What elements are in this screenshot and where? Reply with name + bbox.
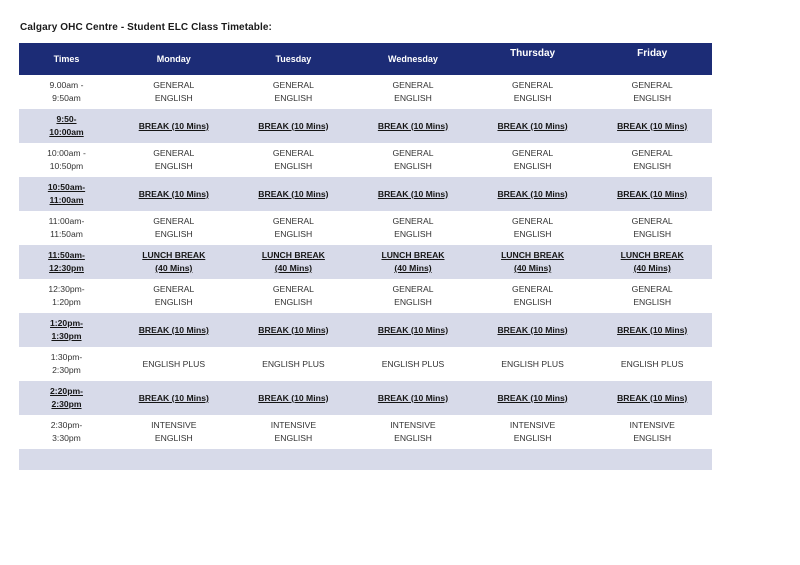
time-line: 10:50pm (49, 161, 84, 171)
session-cell-monday (114, 143, 234, 177)
column-header-monday: Monday (114, 43, 234, 75)
session-text: GENERAL (512, 80, 554, 90)
time-line: 9:50am (52, 93, 81, 103)
session-text: BREAK (10 Mins) (377, 188, 449, 199)
session-text: ENGLISH (154, 161, 193, 171)
time-cell (19, 313, 114, 347)
session-text: INTENSIVE (629, 420, 675, 430)
session-text: ENGLISH (633, 93, 672, 103)
session-text: BREAK (10 Mins) (497, 120, 568, 131)
session-cell-wednesday (353, 75, 473, 109)
session-cell-thursday (473, 415, 593, 449)
session-text: ENGLISH (274, 93, 313, 103)
session-cell-friday (592, 245, 712, 279)
session-text: GENERAL (392, 80, 434, 90)
time-line: 3:30pm (52, 433, 81, 443)
session-cell-friday (592, 279, 712, 313)
session-cell-wednesday (353, 211, 473, 245)
session-text: GENERAL (392, 216, 434, 226)
session-text: (40 Mins) (633, 263, 671, 273)
session-text: ENGLISH (154, 297, 193, 307)
session-text: BREAK (10 Mins) (617, 188, 688, 199)
session-cell-monday (114, 279, 234, 313)
session-text: GENERAL (153, 80, 195, 90)
class-row (19, 279, 712, 313)
session-cell-monday (114, 211, 234, 245)
time-cell (19, 245, 114, 279)
session-text: BREAK (10 Mins) (258, 188, 329, 199)
time-cell (19, 347, 114, 381)
time-line: 2:20pm- (50, 386, 83, 396)
session-text: ENGLISH (154, 433, 193, 443)
time-line: 2:30pm- (50, 420, 83, 430)
session-cell-tuesday (234, 381, 354, 415)
session-text: GENERAL (272, 284, 314, 294)
class-row (19, 211, 712, 245)
session-text: INTENSIVE (509, 420, 556, 430)
session-text: (40 Mins) (274, 263, 313, 273)
session-cell-friday (592, 109, 712, 143)
session-cell-tuesday (234, 109, 354, 143)
session-text: BREAK (10 Mins) (138, 188, 209, 199)
session-text: BREAK (10 Mins) (138, 392, 209, 403)
session-text: LUNCH BREAK (261, 250, 325, 260)
session-text: ENGLISH (633, 433, 672, 443)
session-cell-monday (114, 313, 234, 347)
session-text: ENGLISH (394, 161, 432, 171)
time-line: 10:50am- (47, 182, 86, 192)
session-text: ENGLISH (274, 161, 313, 171)
session-text: ENGLISH (274, 297, 313, 307)
session-cell-wednesday (353, 245, 473, 279)
session-text: BREAK (10 Mins) (138, 324, 209, 335)
class-row (19, 415, 712, 449)
session-text: GENERAL (272, 216, 314, 226)
session-text: ENGLISH PLUS (262, 358, 325, 369)
session-text: BREAK (10 Mins) (258, 120, 329, 131)
session-cell-tuesday (234, 75, 354, 109)
session-cell-tuesday (234, 177, 354, 211)
session-cell-tuesday (234, 313, 354, 347)
time-cell (19, 143, 114, 177)
session-text: BREAK (10 Mins) (497, 188, 568, 199)
session-cell-thursday (473, 245, 593, 279)
session-text: BREAK (10 Mins) (377, 324, 449, 335)
session-cell-monday (114, 347, 234, 381)
session-text: ENGLISH (394, 93, 432, 103)
session-text: ENGLISH (154, 229, 193, 239)
session-cell-wednesday (353, 313, 473, 347)
session-text: BREAK (10 Mins) (497, 324, 568, 335)
session-cell-thursday (473, 313, 593, 347)
break-row (19, 177, 712, 211)
session-text: (40 Mins) (513, 263, 552, 273)
column-header-friday: Friday (592, 43, 712, 75)
session-cell-monday (114, 177, 234, 211)
session-cell-wednesday (353, 143, 473, 177)
time-line: 1:30pm- (50, 352, 83, 362)
session-text: BREAK (10 Mins) (377, 392, 449, 403)
session-text: BREAK (10 Mins) (258, 392, 329, 403)
session-cell-friday (592, 75, 712, 109)
time-cell (19, 415, 114, 449)
session-text: (40 Mins) (155, 263, 193, 273)
session-cell-friday (592, 211, 712, 245)
break-row (19, 109, 712, 143)
session-text: BREAK (10 Mins) (617, 324, 688, 335)
class-row (19, 347, 712, 381)
column-header-thursday: Thursday (473, 43, 593, 75)
column-header-tuesday: Tuesday (234, 43, 354, 75)
session-cell-monday (114, 245, 234, 279)
time-line: 10:00am - (47, 148, 86, 158)
page-title: Calgary OHC Centre - Student ELC Class Timetable: (20, 22, 272, 33)
class-row (19, 143, 712, 177)
break-row (19, 381, 712, 415)
time-cell (19, 381, 114, 415)
session-text: BREAK (10 Mins) (138, 120, 209, 131)
column-header-wednesday: Wednesday (353, 43, 473, 75)
session-text: INTENSIVE (390, 420, 436, 430)
time-cell (19, 109, 114, 143)
footer-cell (19, 449, 712, 470)
time-line: 1:20pm (52, 297, 81, 307)
session-text: ENGLISH (513, 433, 552, 443)
break-row (19, 313, 712, 347)
session-text: GENERAL (153, 216, 195, 226)
session-text: LUNCH BREAK (620, 250, 684, 260)
time-line: 11:00am (49, 195, 84, 205)
session-text: GENERAL (512, 216, 554, 226)
session-text: ENGLISH (513, 161, 552, 171)
session-text: GENERAL (631, 80, 673, 90)
time-line: 11:50am (50, 229, 83, 239)
session-cell-thursday (473, 75, 593, 109)
session-text: GENERAL (392, 284, 434, 294)
session-cell-wednesday (353, 109, 473, 143)
session-text: GENERAL (631, 284, 673, 294)
session-text: ENGLISH (394, 297, 432, 307)
session-text: ENGLISH PLUS (381, 358, 445, 369)
time-line: 12:30pm- (48, 284, 85, 294)
session-cell-thursday (473, 177, 593, 211)
session-text: BREAK (10 Mins) (377, 120, 449, 131)
session-text: ENGLISH (154, 93, 193, 103)
session-cell-thursday (473, 279, 593, 313)
session-text: ENGLISH (274, 433, 313, 443)
session-text: ENGLISH (513, 297, 552, 307)
session-text: ENGLISH (274, 229, 313, 239)
session-text: GENERAL (512, 284, 554, 294)
session-text: ENGLISH (394, 433, 432, 443)
time-line: 9:50- (56, 114, 77, 124)
session-cell-thursday (473, 381, 593, 415)
session-cell-wednesday (353, 381, 473, 415)
session-cell-wednesday (353, 177, 473, 211)
time-cell (19, 279, 114, 313)
time-line: 9.00am - (49, 80, 84, 90)
session-cell-thursday (473, 347, 593, 381)
session-cell-friday (592, 381, 712, 415)
session-text: GENERAL (512, 148, 554, 158)
session-cell-tuesday (234, 415, 354, 449)
time-line: 2:30pm (51, 399, 82, 409)
session-text: BREAK (10 Mins) (617, 120, 688, 131)
break-row (19, 245, 712, 279)
session-cell-thursday (473, 143, 593, 177)
session-cell-wednesday (353, 415, 473, 449)
time-line: 1:20pm- (50, 318, 83, 328)
time-cell (19, 177, 114, 211)
session-text: ENGLISH (633, 297, 672, 307)
session-cell-monday (114, 75, 234, 109)
timetable (19, 43, 712, 470)
session-text: LUNCH BREAK (142, 250, 206, 260)
footer-row (19, 449, 712, 470)
time-line: 1:30pm (51, 331, 82, 341)
session-cell-wednesday (353, 347, 473, 381)
session-cell-monday (114, 109, 234, 143)
session-text: GENERAL (631, 216, 673, 226)
session-text: ENGLISH PLUS (142, 358, 206, 369)
session-text: ENGLISH (633, 161, 672, 171)
session-cell-tuesday (234, 211, 354, 245)
time-line: 10:00am (49, 127, 84, 137)
session-cell-friday (592, 347, 712, 381)
session-cell-thursday (473, 211, 593, 245)
session-text: BREAK (10 Mins) (258, 324, 329, 335)
session-text: LUNCH BREAK (501, 250, 565, 260)
session-text: GENERAL (153, 148, 195, 158)
time-line: 12:30pm (49, 263, 84, 273)
session-cell-tuesday (234, 245, 354, 279)
session-text: BREAK (10 Mins) (497, 392, 568, 403)
time-line: 2:30pm (52, 365, 81, 375)
session-cell-wednesday (353, 279, 473, 313)
session-cell-friday (592, 177, 712, 211)
session-text: GENERAL (392, 148, 434, 158)
column-header-times: Times (19, 43, 114, 75)
timetable-body (19, 75, 712, 449)
session-text: GENERAL (153, 284, 195, 294)
session-text: ENGLISH (513, 93, 552, 103)
session-text: INTENSIVE (270, 420, 317, 430)
header-row (19, 43, 712, 75)
session-text: GENERAL (272, 148, 314, 158)
session-text: GENERAL (272, 80, 314, 90)
session-text: GENERAL (631, 148, 673, 158)
session-cell-friday (592, 313, 712, 347)
session-cell-tuesday (234, 279, 354, 313)
session-cell-friday (592, 143, 712, 177)
session-cell-monday (114, 415, 234, 449)
session-cell-friday (592, 415, 712, 449)
session-cell-tuesday (234, 347, 354, 381)
session-text: ENGLISH (513, 229, 552, 239)
session-text: BREAK (10 Mins) (617, 392, 688, 403)
time-line: 11:00am- (48, 216, 85, 226)
session-text: INTENSIVE (151, 420, 197, 430)
session-text: ENGLISH (394, 229, 432, 239)
session-text: ENGLISH PLUS (620, 358, 684, 369)
session-cell-tuesday (234, 143, 354, 177)
session-text: ENGLISH PLUS (501, 358, 564, 369)
session-text: LUNCH BREAK (381, 250, 445, 260)
time-cell (19, 75, 114, 109)
session-text: (40 Mins) (394, 263, 432, 273)
time-line: 11:50am- (48, 250, 85, 260)
session-cell-thursday (473, 109, 593, 143)
session-cell-monday (114, 381, 234, 415)
time-cell (19, 211, 114, 245)
session-text: ENGLISH (633, 229, 672, 239)
class-row (19, 75, 712, 109)
